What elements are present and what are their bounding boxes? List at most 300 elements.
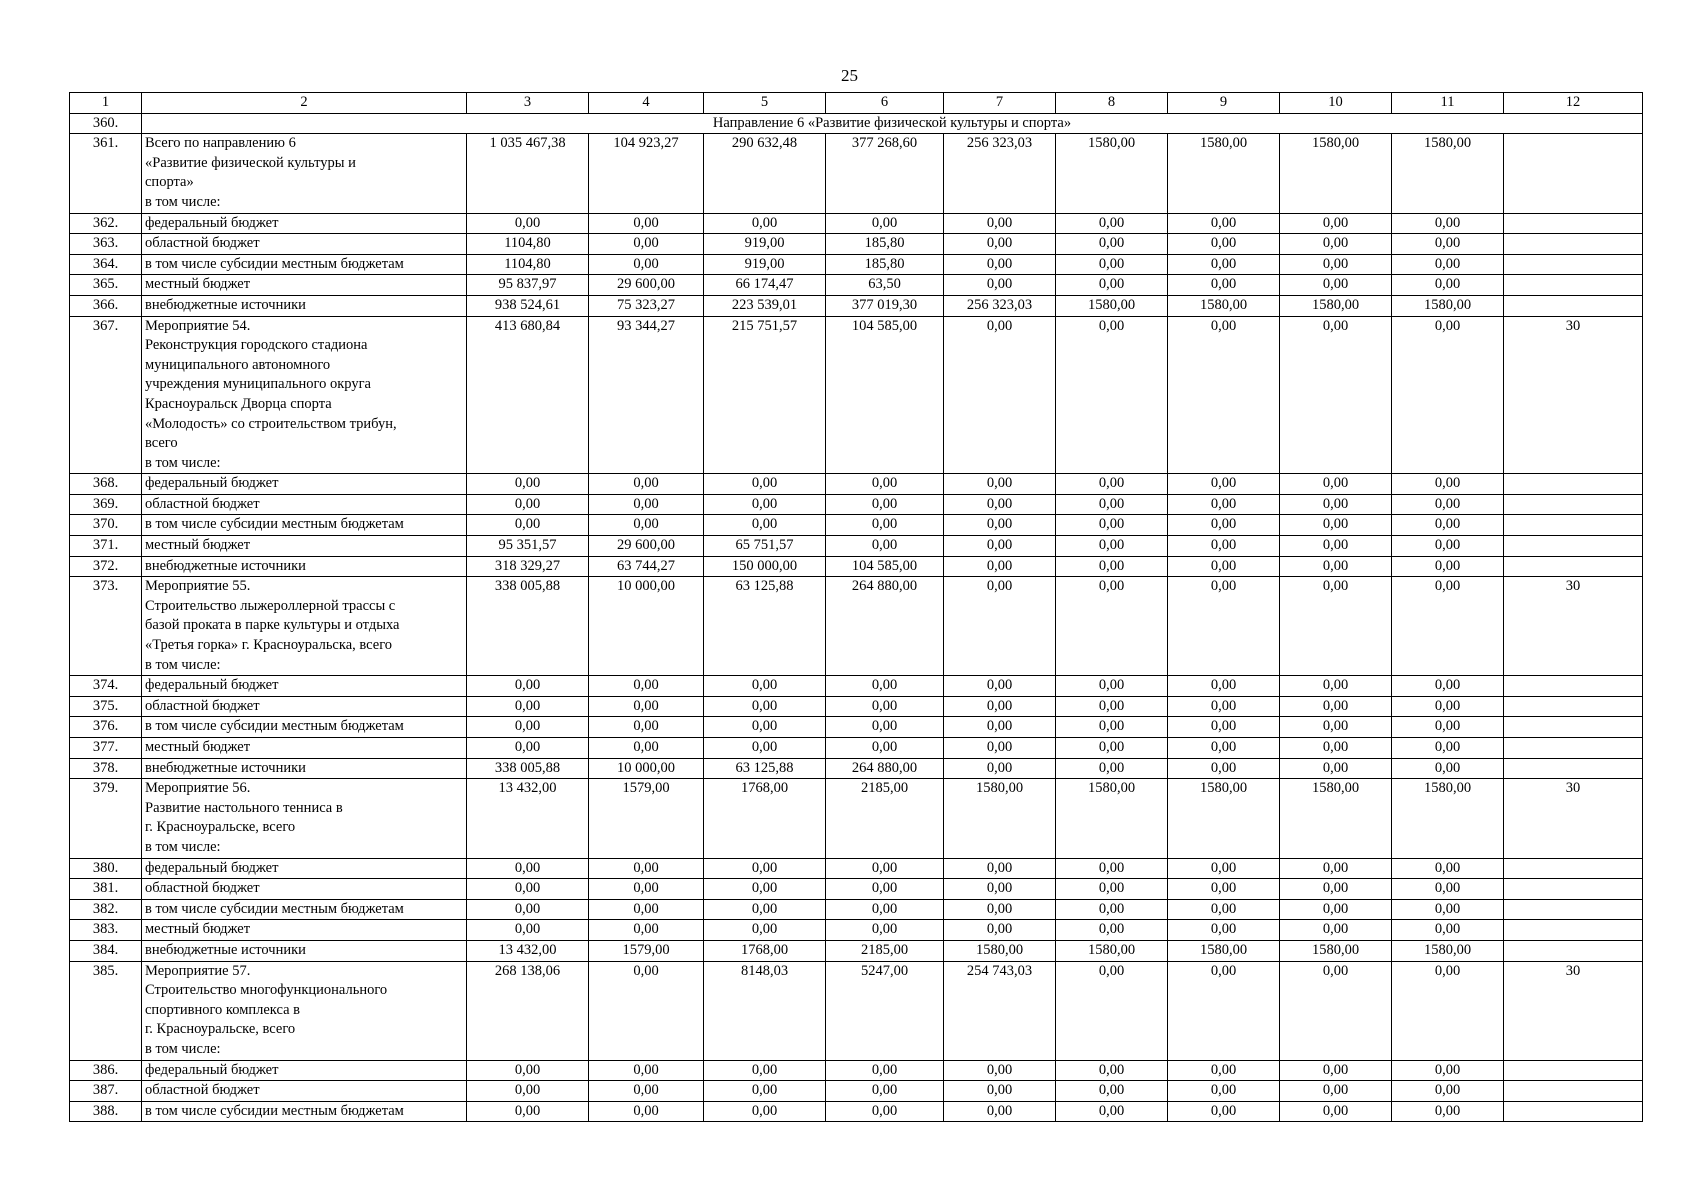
value-cell: 1580,00 [1392, 940, 1504, 961]
value-cell: 377 019,30 [826, 295, 944, 316]
row-name-line: внебюджетные источники [145, 557, 306, 574]
value-cell: 0,00 [944, 234, 1056, 255]
row-name [142, 1081, 467, 1102]
value-cell: 0,00 [589, 676, 704, 697]
row-name-line: Мероприятие 55. [145, 578, 251, 595]
row-name [142, 494, 467, 515]
row-name-line: Развитие настольного тенниса в [145, 799, 343, 816]
row-name-line: спорта» [145, 174, 194, 191]
row-number: 373. [70, 577, 142, 676]
table-row [70, 1060, 1643, 1081]
table-row [70, 858, 1643, 879]
value-cell: 0,00 [1392, 577, 1504, 676]
row-name-line: муниципального автономного [145, 356, 331, 373]
column-12-cell [1504, 134, 1643, 213]
value-cell: 0,00 [1392, 920, 1504, 941]
column-12-cell: 30 [1504, 779, 1643, 858]
value-cell: 0,00 [1280, 254, 1392, 275]
row-name [142, 676, 467, 697]
value-cell: 1580,00 [944, 779, 1056, 858]
row-name-line: областной бюджет [145, 1082, 260, 1099]
value-cell: 0,00 [467, 920, 589, 941]
value-cell: 0,00 [1392, 758, 1504, 779]
column-header: 12 [1504, 93, 1643, 114]
table-row [70, 696, 1643, 717]
value-cell: 63 125,88 [704, 758, 826, 779]
value-cell: 0,00 [944, 316, 1056, 474]
value-cell: 0,00 [1392, 676, 1504, 697]
value-cell: 338 005,88 [467, 758, 589, 779]
row-number: 385. [70, 961, 142, 1060]
value-cell: 75 323,27 [589, 295, 704, 316]
value-cell: 0,00 [589, 474, 704, 495]
value-cell: 0,00 [467, 696, 589, 717]
row-number: 372. [70, 556, 142, 577]
value-cell: 223 539,01 [704, 295, 826, 316]
table-row [70, 920, 1643, 941]
value-cell: 0,00 [1392, 536, 1504, 557]
value-cell: 0,00 [944, 474, 1056, 495]
row-number: 369. [70, 494, 142, 515]
value-cell: 0,00 [1392, 275, 1504, 296]
column-header: 8 [1056, 93, 1168, 114]
row-name-line: областной бюджет [145, 495, 260, 512]
value-cell: 268 138,06 [467, 961, 589, 1060]
value-cell: 0,00 [1056, 536, 1168, 557]
value-cell: 0,00 [1280, 536, 1392, 557]
row-name [142, 254, 467, 275]
value-cell: 0,00 [826, 858, 944, 879]
value-cell: 0,00 [826, 879, 944, 900]
row-number: 366. [70, 295, 142, 316]
table-row [70, 738, 1643, 759]
value-cell: 0,00 [1168, 556, 1280, 577]
row-number: 388. [70, 1101, 142, 1122]
value-cell: 0,00 [704, 213, 826, 234]
value-cell: 0,00 [589, 858, 704, 879]
row-number: 371. [70, 536, 142, 557]
value-cell: 0,00 [704, 858, 826, 879]
value-cell: 1 035 467,38 [467, 134, 589, 213]
value-cell: 63 744,27 [589, 556, 704, 577]
value-cell: 0,00 [1392, 738, 1504, 759]
column-header: 5 [704, 93, 826, 114]
row-name [142, 536, 467, 557]
value-cell: 0,00 [467, 899, 589, 920]
row-name [142, 213, 467, 234]
row-name [142, 474, 467, 495]
row-name-line: спортивного комплекса в [145, 1001, 301, 1018]
value-cell: 0,00 [704, 1060, 826, 1081]
value-cell: 0,00 [1392, 234, 1504, 255]
value-cell: 0,00 [1280, 961, 1392, 1060]
value-cell: 0,00 [826, 494, 944, 515]
value-cell: 104 585,00 [826, 556, 944, 577]
value-cell: 0,00 [589, 1101, 704, 1122]
value-cell: 13 432,00 [467, 779, 589, 858]
row-name-line: г. Красноуральске, всего [145, 819, 296, 836]
value-cell: 1104,80 [467, 254, 589, 275]
value-cell: 0,00 [467, 879, 589, 900]
value-cell: 0,00 [467, 515, 589, 536]
column-12-cell [1504, 254, 1643, 275]
value-cell: 0,00 [467, 494, 589, 515]
value-cell: 0,00 [1168, 1101, 1280, 1122]
value-cell: 0,00 [1280, 696, 1392, 717]
row-name [142, 295, 467, 316]
value-cell: 1579,00 [589, 940, 704, 961]
value-cell: 1580,00 [1280, 295, 1392, 316]
value-cell: 0,00 [826, 536, 944, 557]
budget-table [69, 92, 1643, 1122]
value-cell: 0,00 [704, 738, 826, 759]
row-number: 362. [70, 213, 142, 234]
column-header: 4 [589, 93, 704, 114]
row-name-line: г. Красноуральске, всего [145, 1021, 296, 1038]
column-header: 3 [467, 93, 589, 114]
value-cell: 0,00 [944, 556, 1056, 577]
value-cell: 1580,00 [1168, 134, 1280, 213]
value-cell: 0,00 [944, 920, 1056, 941]
table-row [70, 758, 1643, 779]
row-name [142, 234, 467, 255]
value-cell: 13 432,00 [467, 940, 589, 961]
value-cell: 0,00 [1392, 696, 1504, 717]
row-name-line: Мероприятие 56. [145, 780, 251, 797]
value-cell: 0,00 [1280, 213, 1392, 234]
table-row [70, 134, 1643, 213]
value-cell: 0,00 [944, 858, 1056, 879]
value-cell: 29 600,00 [589, 275, 704, 296]
value-cell: 0,00 [1392, 254, 1504, 275]
column-12-cell [1504, 1081, 1643, 1102]
table-row [70, 556, 1643, 577]
value-cell: 0,00 [467, 213, 589, 234]
column-12-cell [1504, 1101, 1643, 1122]
row-name-line: внебюджетные источники [145, 941, 306, 958]
value-cell: 0,00 [1168, 254, 1280, 275]
value-cell: 318 329,27 [467, 556, 589, 577]
value-cell: 0,00 [1168, 961, 1280, 1060]
row-name [142, 134, 467, 213]
row-name [142, 961, 467, 1060]
value-cell: 0,00 [1056, 961, 1168, 1060]
value-cell: 95 837,97 [467, 275, 589, 296]
column-12-cell: 30 [1504, 961, 1643, 1060]
value-cell: 254 743,03 [944, 961, 1056, 1060]
value-cell: 185,80 [826, 254, 944, 275]
row-name [142, 738, 467, 759]
row-name-line: в том числе: [145, 656, 221, 673]
value-cell: 215 751,57 [704, 316, 826, 474]
row-name [142, 940, 467, 961]
table-row [70, 1081, 1643, 1102]
row-name-line: внебюджетные источники [145, 759, 306, 776]
value-cell: 0,00 [826, 738, 944, 759]
value-cell: 0,00 [944, 254, 1056, 275]
value-cell: 104 923,27 [589, 134, 704, 213]
value-cell: 2185,00 [826, 779, 944, 858]
value-cell: 10 000,00 [589, 758, 704, 779]
value-cell: 0,00 [589, 515, 704, 536]
row-number: 378. [70, 758, 142, 779]
row-name-line: федеральный бюджет [145, 677, 279, 694]
value-cell: 0,00 [944, 738, 1056, 759]
value-cell: 0,00 [589, 961, 704, 1060]
column-header: 1 [70, 93, 142, 114]
column-12-cell [1504, 536, 1643, 557]
row-name-line: Красноуральск Дворца спорта [145, 395, 332, 412]
value-cell: 0,00 [704, 515, 826, 536]
value-cell: 1580,00 [944, 940, 1056, 961]
value-cell: 0,00 [1056, 577, 1168, 676]
value-cell: 0,00 [1056, 494, 1168, 515]
row-name-line: в том числе субсидии местным бюджетам [145, 1102, 404, 1119]
value-cell: 0,00 [589, 1060, 704, 1081]
value-cell: 0,00 [1280, 879, 1392, 900]
row-number: 379. [70, 779, 142, 858]
value-cell: 0,00 [589, 738, 704, 759]
value-cell: 63 125,88 [704, 577, 826, 676]
value-cell: 338 005,88 [467, 577, 589, 676]
value-cell: 65 751,57 [704, 536, 826, 557]
value-cell: 0,00 [944, 1081, 1056, 1102]
value-cell: 0,00 [1392, 961, 1504, 1060]
value-cell: 150 000,00 [704, 556, 826, 577]
table-row [70, 1101, 1643, 1122]
value-cell: 0,00 [944, 1060, 1056, 1081]
value-cell: 0,00 [1168, 858, 1280, 879]
row-number: 387. [70, 1081, 142, 1102]
row-name-line: местный бюджет [145, 739, 251, 755]
column-12-cell: 30 [1504, 316, 1643, 474]
value-cell: 0,00 [704, 676, 826, 697]
value-cell: 1580,00 [1056, 295, 1168, 316]
value-cell: 0,00 [1280, 858, 1392, 879]
row-name-line: областной бюджет [145, 880, 260, 897]
value-cell: 0,00 [467, 1060, 589, 1081]
row-number: 374. [70, 676, 142, 697]
column-header: 2 [142, 93, 467, 114]
column-12-cell [1504, 920, 1643, 941]
value-cell: 0,00 [704, 696, 826, 717]
value-cell: 5247,00 [826, 961, 944, 1060]
value-cell: 0,00 [1168, 234, 1280, 255]
value-cell: 0,00 [1280, 676, 1392, 697]
value-cell: 0,00 [1168, 275, 1280, 296]
row-number: 361. [70, 134, 142, 213]
table-row [70, 577, 1643, 676]
value-cell: 0,00 [1056, 738, 1168, 759]
row-number: 376. [70, 717, 142, 738]
value-cell: 10 000,00 [589, 577, 704, 676]
value-cell: 29 600,00 [589, 536, 704, 557]
value-cell: 0,00 [1168, 879, 1280, 900]
row-number: 375. [70, 696, 142, 717]
row-number: 367. [70, 316, 142, 474]
table-row [70, 536, 1643, 557]
column-12-cell [1504, 474, 1643, 495]
row-name-line: федеральный бюджет [145, 859, 279, 876]
column-header-row [70, 93, 1643, 114]
value-cell: 0,00 [1056, 1101, 1168, 1122]
column-header: 9 [1168, 93, 1280, 114]
value-cell: 0,00 [1056, 556, 1168, 577]
value-cell: 0,00 [704, 474, 826, 495]
value-cell: 104 585,00 [826, 316, 944, 474]
value-cell: 0,00 [1392, 858, 1504, 879]
column-header: 10 [1280, 93, 1392, 114]
table-row [70, 254, 1643, 275]
value-cell: 0,00 [1168, 474, 1280, 495]
value-cell: 0,00 [1168, 696, 1280, 717]
value-cell: 0,00 [1392, 515, 1504, 536]
row-name [142, 779, 467, 858]
value-cell: 0,00 [1280, 899, 1392, 920]
value-cell: 1580,00 [1168, 779, 1280, 858]
value-cell: 95 351,57 [467, 536, 589, 557]
value-cell: 0,00 [1280, 316, 1392, 474]
column-header: 6 [826, 93, 944, 114]
value-cell: 0,00 [467, 676, 589, 697]
value-cell: 1580,00 [1280, 940, 1392, 961]
value-cell: 0,00 [1280, 577, 1392, 676]
row-name-line: Реконструкция городского стадиона [145, 337, 368, 354]
value-cell: 0,00 [1168, 536, 1280, 557]
value-cell: 0,00 [1392, 556, 1504, 577]
row-name [142, 858, 467, 879]
value-cell: 0,00 [1168, 494, 1280, 515]
value-cell: 0,00 [826, 1081, 944, 1102]
value-cell: 1580,00 [1392, 779, 1504, 858]
value-cell: 0,00 [1392, 1081, 1504, 1102]
value-cell: 0,00 [589, 254, 704, 275]
row-name-line: областной бюджет [145, 697, 260, 714]
column-12-cell [1504, 275, 1643, 296]
column-12-cell [1504, 515, 1643, 536]
row-name [142, 1101, 467, 1122]
table-row [70, 961, 1643, 1060]
row-name [142, 577, 467, 676]
value-cell: 0,00 [944, 717, 1056, 738]
value-cell: 0,00 [1280, 758, 1392, 779]
row-name [142, 717, 467, 738]
value-cell: 0,00 [1056, 1081, 1168, 1102]
value-cell: 0,00 [1056, 1060, 1168, 1081]
value-cell: 0,00 [944, 676, 1056, 697]
value-cell: 0,00 [1280, 275, 1392, 296]
value-cell: 0,00 [704, 1101, 826, 1122]
row-name [142, 275, 467, 296]
value-cell: 0,00 [1168, 515, 1280, 536]
row-name-line: федеральный бюджет [145, 214, 279, 231]
value-cell: 0,00 [704, 920, 826, 941]
row-name [142, 515, 467, 536]
value-cell: 0,00 [704, 494, 826, 515]
column-12-cell [1504, 1060, 1643, 1081]
value-cell: 1580,00 [1392, 295, 1504, 316]
value-cell: 1768,00 [704, 940, 826, 961]
value-cell: 0,00 [589, 920, 704, 941]
value-cell: 0,00 [1280, 556, 1392, 577]
value-cell: 0,00 [1280, 1101, 1392, 1122]
value-cell: 185,80 [826, 234, 944, 255]
value-cell: 0,00 [1056, 515, 1168, 536]
value-cell: 1580,00 [1280, 134, 1392, 213]
value-cell: 0,00 [1168, 577, 1280, 676]
value-cell: 0,00 [1280, 494, 1392, 515]
value-cell: 0,00 [944, 758, 1056, 779]
value-cell: 0,00 [467, 738, 589, 759]
value-cell: 0,00 [1392, 494, 1504, 515]
column-12-cell [1504, 858, 1643, 879]
value-cell: 0,00 [1280, 717, 1392, 738]
value-cell: 0,00 [1280, 920, 1392, 941]
value-cell: 0,00 [704, 899, 826, 920]
row-name [142, 758, 467, 779]
value-cell: 0,00 [944, 577, 1056, 676]
value-cell: 0,00 [826, 213, 944, 234]
table-row [70, 295, 1643, 316]
value-cell: 0,00 [589, 234, 704, 255]
row-name-line: «Третья горка» г. Красноуральска, всего [145, 637, 393, 654]
value-cell: 0,00 [1056, 316, 1168, 474]
section-row [70, 113, 1643, 134]
row-number: 370. [70, 515, 142, 536]
row-name-line: местный бюджет [145, 921, 251, 938]
value-cell: 0,00 [1168, 676, 1280, 697]
value-cell: 0,00 [944, 536, 1056, 557]
value-cell: 0,00 [826, 474, 944, 495]
value-cell: 0,00 [826, 899, 944, 920]
value-cell: 0,00 [944, 1101, 1056, 1122]
row-name-line: местный бюджет [145, 537, 251, 554]
value-cell: 1579,00 [589, 779, 704, 858]
row-name [142, 920, 467, 941]
row-name-line: внебюджетные источники [145, 296, 306, 313]
value-cell: 0,00 [1056, 676, 1168, 697]
column-12-cell: 30 [1504, 577, 1643, 676]
value-cell: 0,00 [589, 717, 704, 738]
column-12-cell [1504, 213, 1643, 234]
row-name [142, 899, 467, 920]
table-row [70, 779, 1643, 858]
value-cell: 0,00 [1056, 474, 1168, 495]
value-cell: 0,00 [467, 474, 589, 495]
value-cell: 0,00 [589, 696, 704, 717]
value-cell: 256 323,03 [944, 134, 1056, 213]
value-cell: 0,00 [1168, 717, 1280, 738]
value-cell: 8148,03 [704, 961, 826, 1060]
value-cell: 0,00 [1056, 920, 1168, 941]
value-cell: 0,00 [1056, 899, 1168, 920]
row-name-line: в том числе субсидии местным бюджетам [145, 516, 404, 533]
table-row [70, 494, 1643, 515]
row-name-line: в том числе: [145, 838, 221, 855]
value-cell: 0,00 [1056, 275, 1168, 296]
column-12-cell [1504, 940, 1643, 961]
value-cell: 413 680,84 [467, 316, 589, 474]
value-cell: 0,00 [944, 696, 1056, 717]
row-number: 382. [70, 899, 142, 920]
value-cell: 1580,00 [1280, 779, 1392, 858]
row-number: 380. [70, 858, 142, 879]
value-cell: 0,00 [1280, 738, 1392, 759]
row-name-line: федеральный бюджет [145, 1061, 279, 1078]
row-number: 363. [70, 234, 142, 255]
value-cell: 0,00 [1392, 474, 1504, 495]
value-cell: 0,00 [1056, 858, 1168, 879]
